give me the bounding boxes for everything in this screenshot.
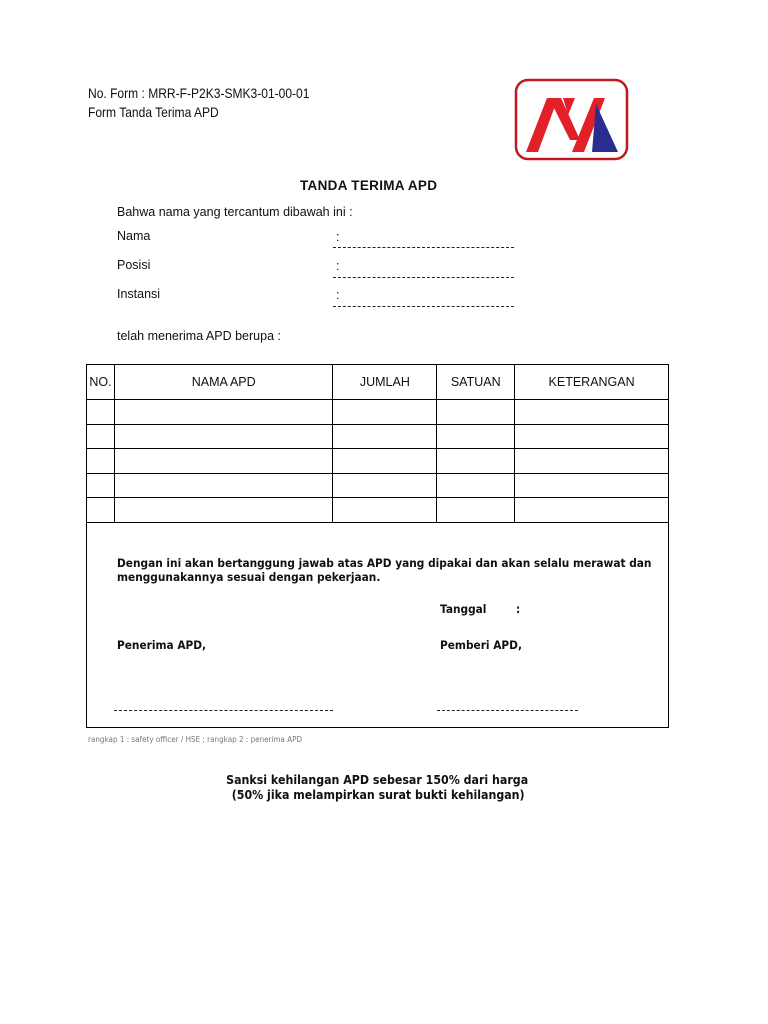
table-cell[interactable]: [437, 498, 515, 523]
table-cell[interactable]: [114, 449, 332, 474]
penerima-label: Penerima APD,: [117, 638, 207, 652]
table-cell[interactable]: [87, 400, 115, 425]
form-title: TANDA TERIMA APD: [300, 178, 438, 193]
pemberi-label: Pemberi APD,: [440, 638, 522, 652]
sanction-line-2-wrap: [0, 786, 757, 804]
header-nama-apd: NAMA APD: [114, 365, 332, 400]
header-jumlah: JUMLAH: [333, 365, 437, 400]
field-sep-posisi: :: [336, 259, 340, 273]
penerima-signature-line[interactable]: [114, 710, 333, 711]
table-cell[interactable]: [114, 498, 332, 523]
sanction-line-1: Sanksi kehilangan APD sebesar 150% dari harga: [225, 773, 529, 787]
table-header-row: [87, 365, 669, 400]
table-cell[interactable]: [437, 424, 515, 449]
company-logo: [514, 78, 629, 161]
table-cell[interactable]: [437, 400, 515, 425]
table-cell[interactable]: [114, 424, 332, 449]
table-cell[interactable]: [333, 498, 437, 523]
sanction-line-2: (50% jika melampirkan surat bukti kehilangan): [232, 788, 525, 802]
pemberi-signature-line[interactable]: [437, 710, 578, 711]
apd-table: [86, 364, 669, 523]
table-cell[interactable]: [87, 449, 115, 474]
statement-line-2: menggunakannya sesuai dengan pekerjaan.: [117, 570, 381, 584]
field-sep-instansi: :: [336, 288, 340, 302]
table-cell[interactable]: [515, 498, 669, 523]
field-line-instansi[interactable]: [333, 306, 514, 307]
table-cell[interactable]: [333, 400, 437, 425]
table-cell[interactable]: [437, 449, 515, 474]
header-keterangan: KETERANGAN: [515, 365, 669, 400]
table-cell[interactable]: [515, 473, 669, 498]
table-cell[interactable]: [515, 424, 669, 449]
table-cell[interactable]: [87, 473, 115, 498]
received-text: telah menerima APD berupa :: [117, 329, 281, 343]
form-number: No. Form : MRR-F-P2K3-SMK3-01-00-01: [88, 85, 310, 101]
table-cell[interactable]: [515, 400, 669, 425]
tanggal-label: Tanggal: [440, 602, 487, 616]
table-row: [87, 424, 669, 449]
table-cell[interactable]: [333, 473, 437, 498]
field-sep-nama: :: [336, 230, 340, 244]
table-row: [87, 449, 669, 474]
table-cell[interactable]: [87, 424, 115, 449]
table-cell[interactable]: [333, 424, 437, 449]
table-row: [87, 400, 669, 425]
header-satuan: SATUAN: [437, 365, 515, 400]
header-no: NO.: [87, 365, 115, 400]
table-cell[interactable]: [333, 449, 437, 474]
field-label-posisi: Posisi: [117, 258, 151, 272]
field-line-posisi[interactable]: [333, 277, 514, 278]
form-name: Form Tanda Terima APD: [88, 104, 219, 120]
table-cell[interactable]: [437, 473, 515, 498]
table-cell[interactable]: [114, 400, 332, 425]
field-label-nama: Nama: [117, 229, 151, 243]
table-cell[interactable]: [515, 449, 669, 474]
table-row: [87, 473, 669, 498]
tanggal-sep: :: [516, 602, 521, 616]
statement-line-1: Dengan ini akan bertanggung jawab atas APD yang dipakai dan akan selalu merawat dan: [117, 556, 652, 570]
table-cell[interactable]: [114, 473, 332, 498]
table-row: [87, 498, 669, 523]
statement-box: [86, 522, 669, 728]
field-label-instansi: Instansi: [117, 287, 161, 301]
field-line-nama[interactable]: [333, 247, 514, 248]
table-cell[interactable]: [87, 498, 115, 523]
footnote: rangkap 1 : safety officer / HSE ; rangkap 2 : penerima APD: [88, 735, 303, 744]
intro-text: Bahwa nama yang tercantum dibawah ini :: [117, 205, 353, 219]
